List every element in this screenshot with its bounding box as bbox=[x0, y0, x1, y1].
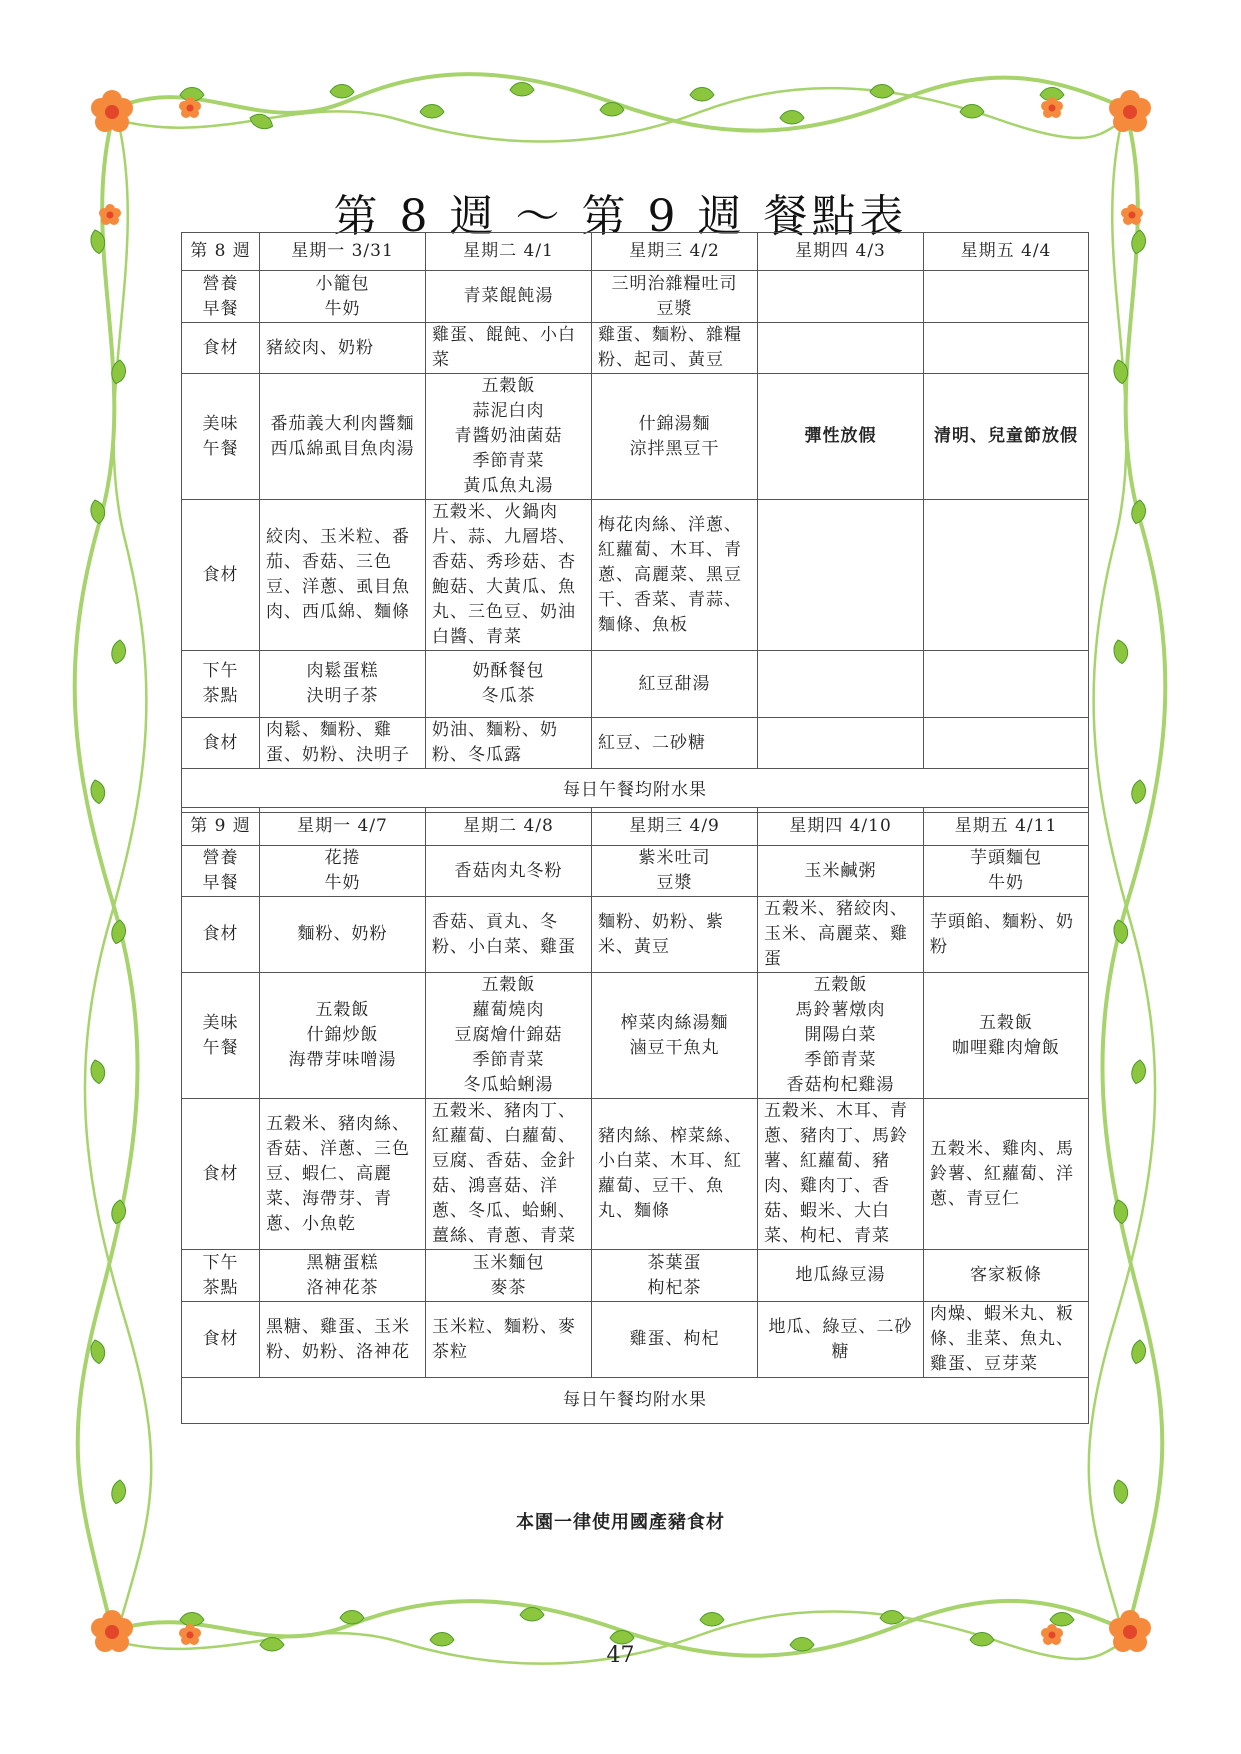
ingredient-cell: 五穀米、雞肉、馬鈴薯、紅蘿蔔、洋蔥、青豆仁 bbox=[924, 1099, 1089, 1250]
week8-lunch-ingredients-row bbox=[182, 500, 1089, 651]
ingredient-cell bbox=[758, 323, 924, 374]
menu-cell: 芋頭麵包 牛奶 bbox=[924, 846, 1089, 897]
ingredient-cell: 芋頭餡、麵粉、奶粉 bbox=[924, 897, 1089, 973]
row-label: 食材 bbox=[182, 1099, 260, 1250]
week8-menu-table bbox=[181, 232, 1089, 813]
ingredient-cell: 玉米粒、麵粉、麥茶粒 bbox=[426, 1302, 592, 1378]
row-label: 營養 早餐 bbox=[182, 271, 260, 323]
row-label: 下午 茶點 bbox=[182, 651, 260, 718]
menu-cell: 玉米麵包 麥茶 bbox=[426, 1250, 592, 1302]
row-label: 美味 午餐 bbox=[182, 374, 260, 500]
week8-snack-ingredients-row bbox=[182, 718, 1089, 769]
ingredient-cell: 雞蛋、枸杞 bbox=[592, 1302, 758, 1378]
menu-cell: 香菇肉丸冬粉 bbox=[426, 846, 592, 897]
row-label: 食材 bbox=[182, 718, 260, 769]
ingredient-cell bbox=[924, 718, 1089, 769]
ingredient-cell: 絞肉、玉米粒、番茄、香菇、三色豆、洋蔥、虱目魚肉、西瓜綿、麵條 bbox=[260, 500, 426, 651]
week8-day-fri: 星期五 4/4 bbox=[924, 233, 1089, 271]
ingredient-cell: 五穀米、豬絞肉、玉米、高麗菜、雞蛋 bbox=[758, 897, 924, 973]
week9-footer-row bbox=[182, 1378, 1089, 1424]
ingredient-cell: 奶油、麵粉、奶粉、冬瓜露 bbox=[426, 718, 592, 769]
menu-cell: 五穀飯 什錦炒飯 海帶芽味噌湯 bbox=[260, 973, 426, 1099]
page-number: 47 bbox=[606, 1643, 635, 1668]
week9-snack-row bbox=[182, 1250, 1089, 1302]
menu-cell: 小籠包 牛奶 bbox=[260, 271, 426, 323]
week8-breakfast-row bbox=[182, 271, 1089, 323]
week8-header-row bbox=[182, 233, 1089, 271]
menu-cell: 奶酥餐包 冬瓜茶 bbox=[426, 651, 592, 718]
ingredient-cell: 五穀米、豬肉丁、紅蘿蔔、白蘿蔔、豆腐、香菇、金針菇、鴻喜菇、洋蔥、冬瓜、蛤蜊、薑絲、青蔥、青菜 bbox=[426, 1099, 592, 1250]
week8-footer-row bbox=[182, 769, 1089, 813]
ingredient-cell: 豬肉絲、榨菜絲、小白菜、木耳、紅蘿蔔、豆干、魚丸、麵條 bbox=[592, 1099, 758, 1250]
row-label: 食材 bbox=[182, 897, 260, 973]
menu-cell bbox=[758, 271, 924, 323]
holiday-cell: 彈性放假 bbox=[758, 374, 924, 500]
ingredient-cell: 豬絞肉、奶粉 bbox=[260, 323, 426, 374]
row-label: 下午 茶點 bbox=[182, 1250, 260, 1302]
week9-menu-table bbox=[181, 807, 1089, 1424]
ingredient-cell bbox=[924, 500, 1089, 651]
row-label: 營養 早餐 bbox=[182, 846, 260, 897]
holiday-cell: 清明、兒童節放假 bbox=[924, 374, 1089, 500]
ingredient-cell: 肉燥、蝦米丸、粄條、韭菜、魚丸、雞蛋、豆芽菜 bbox=[924, 1302, 1089, 1378]
week9-day-thu: 星期四 4/10 bbox=[758, 808, 924, 846]
week8-day-mon: 星期一 3/31 bbox=[260, 233, 426, 271]
ingredient-cell: 黑糖、雞蛋、玉米粉、奶粉、洛神花 bbox=[260, 1302, 426, 1378]
ingredient-cell bbox=[758, 718, 924, 769]
page-title: 第 8 週 ～ 第 9 週 餐點表 bbox=[333, 191, 908, 242]
ingredient-cell: 香菇、貢丸、冬粉、小白菜、雞蛋 bbox=[426, 897, 592, 973]
week8-day-wed: 星期三 4/2 bbox=[592, 233, 758, 271]
row-label: 食材 bbox=[182, 500, 260, 651]
menu-cell bbox=[924, 271, 1089, 323]
week9-day-fri: 星期五 4/11 bbox=[924, 808, 1089, 846]
menu-cell: 榨菜肉絲湯麵 滷豆干魚丸 bbox=[592, 973, 758, 1099]
menu-cell: 青菜餛飩湯 bbox=[426, 271, 592, 323]
week8-breakfast-ingredients-row bbox=[182, 323, 1089, 374]
row-label: 食材 bbox=[182, 323, 260, 374]
menu-cell: 五穀飯 蒜泥白肉 青醬奶油菌菇 季節青菜 黃瓜魚丸湯 bbox=[426, 374, 592, 500]
fruit-note: 每日午餐均附水果 bbox=[182, 1378, 1089, 1424]
menu-cell: 地瓜綠豆湯 bbox=[758, 1250, 924, 1302]
menu-cell: 茶葉蛋 枸杞茶 bbox=[592, 1250, 758, 1302]
menu-cell: 五穀飯 馬鈴薯燉肉 開陽白菜 季節青菜 香菇枸杞雞湯 bbox=[758, 973, 924, 1099]
menu-cell: 三明治雜糧吐司 豆漿 bbox=[592, 271, 758, 323]
row-label: 食材 bbox=[182, 1302, 260, 1378]
menu-cell: 肉鬆蛋糕 決明子茶 bbox=[260, 651, 426, 718]
ingredient-cell: 五穀米、豬肉絲、香菇、洋蔥、三色豆、蝦仁、高麗菜、海帶芽、青蔥、小魚乾 bbox=[260, 1099, 426, 1250]
fruit-note: 每日午餐均附水果 bbox=[182, 769, 1089, 813]
menu-cell bbox=[758, 651, 924, 718]
ingredient-cell: 雞蛋、麵粉、雜糧粉、起司、黃豆 bbox=[592, 323, 758, 374]
week9-breakfast-ingredients-row bbox=[182, 897, 1089, 973]
ingredient-cell: 麵粉、奶粉 bbox=[260, 897, 426, 973]
ingredient-cell: 麵粉、奶粉、紫米、黃豆 bbox=[592, 897, 758, 973]
ingredient-cell: 五穀米、木耳、青蔥、豬肉丁、馬鈴薯、紅蘿蔔、豬肉、雞肉丁、香菇、蝦米、大白菜、枸杞、青菜 bbox=[758, 1099, 924, 1250]
ingredient-cell bbox=[758, 500, 924, 651]
week8-label: 第 8 週 bbox=[182, 233, 260, 271]
pork-source-note: 本園一律使用國產豬食材 bbox=[516, 1512, 725, 1533]
week9-header-row bbox=[182, 808, 1089, 846]
week8-snack-row bbox=[182, 651, 1089, 718]
ingredient-cell: 梅花肉絲、洋蔥、紅蘿蔔、木耳、青蔥、高麗菜、黑豆干、香菜、青蒜、麵條、魚板 bbox=[592, 500, 758, 651]
week8-lunch-row bbox=[182, 374, 1089, 500]
menu-cell bbox=[924, 651, 1089, 718]
menu-cell: 花捲 牛奶 bbox=[260, 846, 426, 897]
ingredient-cell: 五穀米、火鍋肉片、蒜、九層塔、香菇、秀珍菇、杏鮑菇、大黃瓜、魚丸、三色豆、奶油白醬、青菜 bbox=[426, 500, 592, 651]
week9-snack-ingredients-row bbox=[182, 1302, 1089, 1378]
menu-cell: 五穀飯 蘿蔔燒肉 豆腐燴什錦菇 季節青菜 冬瓜蛤蜊湯 bbox=[426, 973, 592, 1099]
menu-cell: 番茄義大利肉醬麵 西瓜綿虱目魚肉湯 bbox=[260, 374, 426, 500]
menu-cell: 紅豆甜湯 bbox=[592, 651, 758, 718]
week9-label: 第 9 週 bbox=[182, 808, 260, 846]
menu-cell: 客家粄條 bbox=[924, 1250, 1089, 1302]
week8-day-thu: 星期四 4/3 bbox=[758, 233, 924, 271]
menu-cell: 黑糖蛋糕 洛神花茶 bbox=[260, 1250, 426, 1302]
week9-day-tue: 星期二 4/8 bbox=[426, 808, 592, 846]
menu-cell: 什錦湯麵 涼拌黑豆干 bbox=[592, 374, 758, 500]
ingredient-cell bbox=[924, 323, 1089, 374]
ingredient-cell: 雞蛋、餛飩、小白菜 bbox=[426, 323, 592, 374]
week9-breakfast-row bbox=[182, 846, 1089, 897]
ingredient-cell: 肉鬆、麵粉、雞蛋、奶粉、決明子 bbox=[260, 718, 426, 769]
week8-day-tue: 星期二 4/1 bbox=[426, 233, 592, 271]
menu-cell: 紫米吐司 豆漿 bbox=[592, 846, 758, 897]
week9-lunch-ingredients-row bbox=[182, 1099, 1089, 1250]
row-label: 美味 午餐 bbox=[182, 973, 260, 1099]
week9-day-mon: 星期一 4/7 bbox=[260, 808, 426, 846]
week9-day-wed: 星期三 4/9 bbox=[592, 808, 758, 846]
ingredient-cell: 地瓜、綠豆、二砂糖 bbox=[758, 1302, 924, 1378]
menu-cell: 五穀飯 咖哩雞肉燴飯 bbox=[924, 973, 1089, 1099]
week9-lunch-row bbox=[182, 973, 1089, 1099]
menu-cell: 玉米鹹粥 bbox=[758, 846, 924, 897]
ingredient-cell: 紅豆、二砂糖 bbox=[592, 718, 758, 769]
